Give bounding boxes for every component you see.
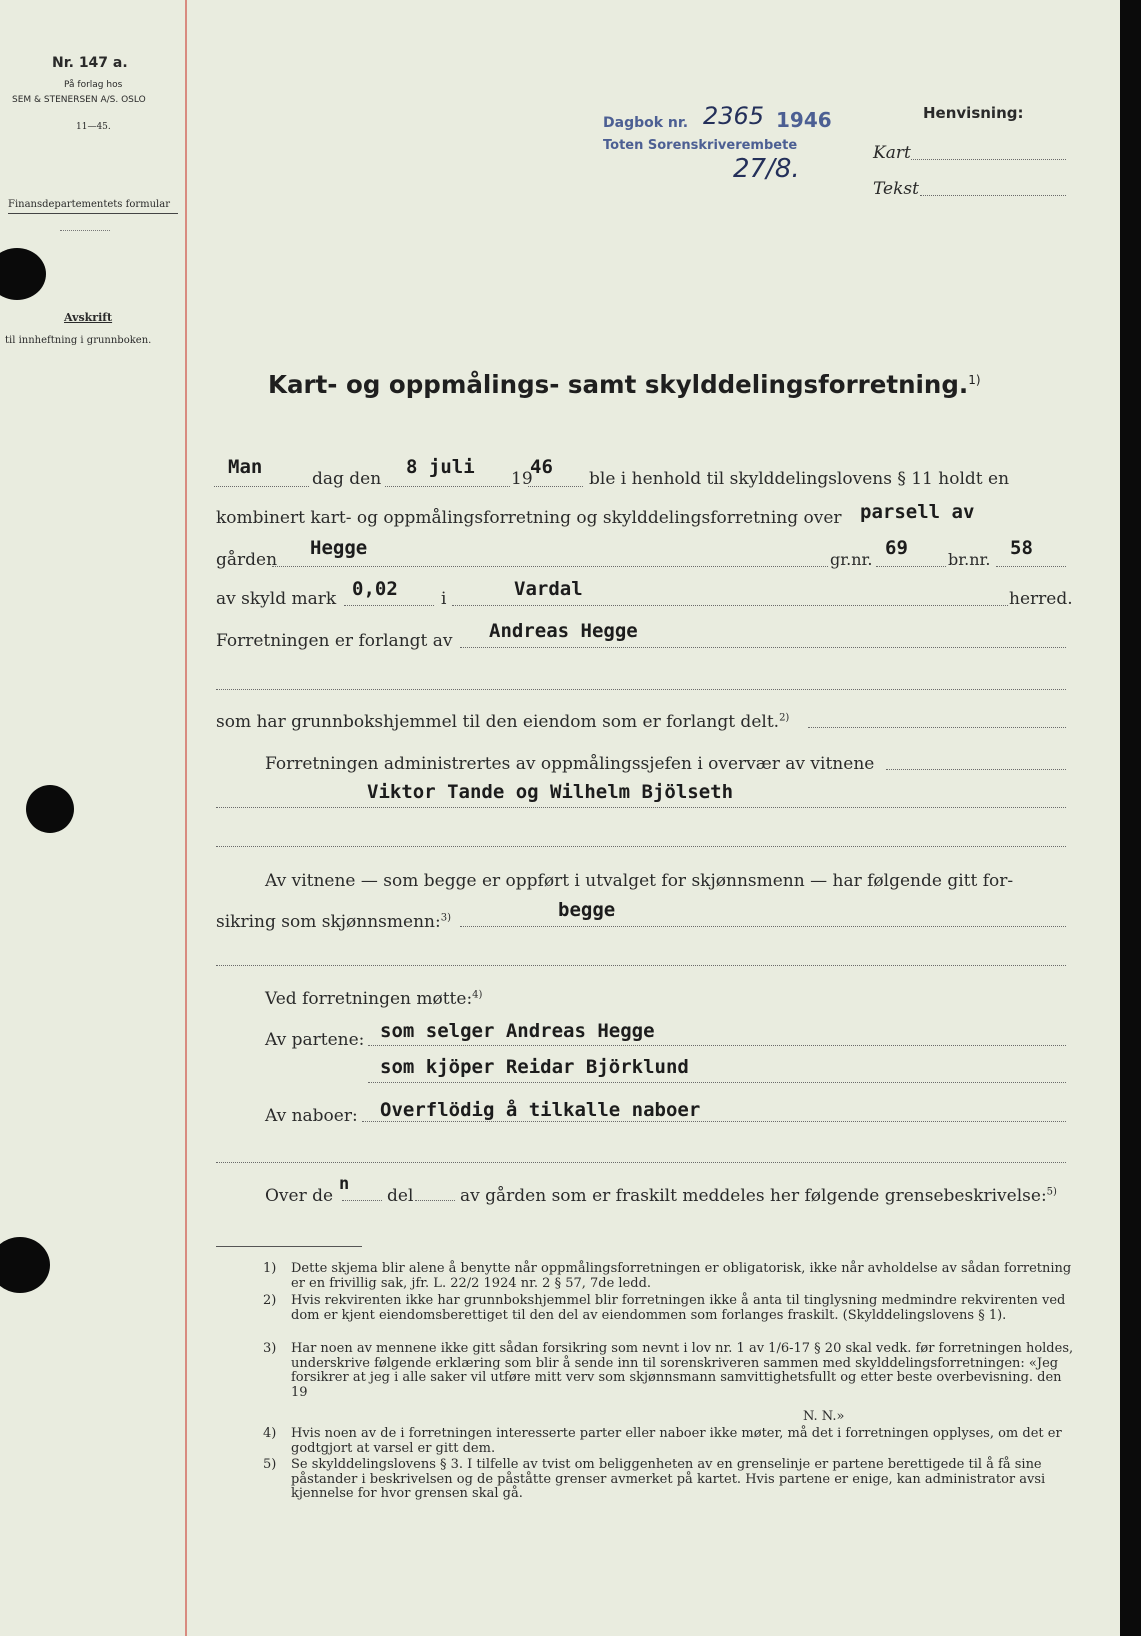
tekst-line [920, 195, 1066, 196]
assurance-note: 3) [440, 912, 451, 924]
footnote-signature: N. N.» [803, 1409, 845, 1424]
boundary-text: av gården som er fraskilt meddeles her følgende grensebeskrivelse: [460, 1186, 1047, 1206]
form-type-underline [8, 213, 178, 214]
admin-line [886, 769, 1066, 770]
journal-stamp-label: Dagbok nr. [603, 115, 689, 131]
herred-line [452, 605, 1008, 606]
boundary-note: 5) [1046, 1186, 1057, 1198]
skyld-line [344, 605, 434, 606]
brnr-line [996, 566, 1066, 567]
publisher-line-1: På forlag hos [64, 80, 123, 90]
party-2-line [368, 1082, 1066, 1083]
footnote-mark: 1) [263, 1261, 277, 1276]
form-edition: 11—45. [76, 122, 111, 132]
grunnbok-text: som har grunnbokshjemmel til den eiendom som er forlangt delt. [216, 712, 780, 732]
requested-line [460, 647, 1066, 648]
footnote-text: Se skylddelingslovens § 3. I tilfelle av tvist om beliggenheten av en grenselinje er partene berettigede til å få sine påstander i beskrivelsen og de påståtte grenser avmerket på kartet. Hvis partene er enige, kan administrator avsi kjennelse for hvor grensen skal gå. [291, 1457, 1046, 1501]
document-title [268, 370, 981, 399]
neighbors-value: Overflödig å tilkalle naboer [380, 1099, 701, 1121]
neighbors-line [362, 1121, 1066, 1122]
grunnbok-line [808, 727, 1066, 728]
assurance-text: sikring som skjønnsmenn: [216, 912, 441, 932]
blank-line [216, 689, 1066, 690]
requested-by-value: Andreas Hegge [489, 620, 638, 642]
margin-line [185, 0, 187, 1636]
grunnbok-label [216, 712, 789, 732]
parties-label: Av partene: [265, 1030, 365, 1050]
witnesses-line [216, 807, 1066, 808]
weekday-value: Man [228, 456, 263, 478]
over-de-line [342, 1200, 382, 1201]
year-prefix: 19 [511, 469, 533, 489]
copy-note: til innheftning i grunnboken. [5, 335, 152, 346]
dag-den-label: dag den [312, 469, 382, 489]
footnote-text: Har noen av mennene ikke gitt sådan forsikring som nevnt i lov nr. 1 av 1/6-17 § 20 skal vedk. før forretningen holdes, underskrive følgende erklæring som blir å sende inn til sorenskriveren sammen med skylddelingsforretningen: «Jeg forsikrer at jeg i alle saker vil utføre mitt verv som skjønnsmann samvittighetsfullt og etter beste overbevisning. den 19 [291, 1341, 1074, 1400]
punch-hole [0, 1237, 50, 1293]
boundary-label [460, 1186, 1057, 1206]
punch-hole [0, 248, 46, 300]
line2-text: kombinert kart- og oppmålingsforretning og skylddelingsforretning over [216, 508, 842, 528]
title-footnote-mark: 1) [968, 372, 981, 387]
date-value: 8 juli [406, 456, 475, 478]
garden-label: gården [216, 550, 278, 570]
assurance-line [460, 926, 1066, 927]
party-1-value: som selger Andreas Hegge [380, 1020, 655, 1042]
weekday-line [214, 486, 309, 487]
grnr-value: 69 [885, 537, 908, 559]
requested-label: Forretningen er forlangt av [216, 631, 453, 651]
herred-label: herred. [1009, 589, 1073, 609]
admin-label: Forretningen administrertes av oppmålingssjefen i overvær av vitnene [265, 754, 875, 774]
footnote-mark: 3) [263, 1341, 277, 1356]
grnr-line [876, 566, 946, 567]
reference-tekst-label: Tekst [873, 179, 919, 199]
intro-rest: ble i henhold til skylddelingslovens § 11 holdt en [589, 469, 1010, 489]
met-text: Ved forretningen møtte: [265, 989, 473, 1009]
footnote-text: Hvis rekvirenten ikke har grunnbokshjemmel blir forretningen ikke å anta til tinglysning medmindre rekvirenten ved dom er kjent eiendomsberettiget til den del av eiendommen som forlanges fraskilt. (Skylddelingslovens § 1). [291, 1293, 1066, 1323]
skyld-label: av skyld mark [216, 589, 337, 609]
del-line [415, 1200, 455, 1201]
party-1-line [368, 1045, 1066, 1046]
met-label [265, 989, 482, 1009]
margin-dots [60, 230, 110, 231]
met-note: 4) [472, 989, 483, 1001]
brnr-label: br.nr. [948, 550, 991, 569]
footnote-separator [216, 1246, 362, 1247]
year-value: 46 [530, 456, 553, 478]
reference-heading: Henvisning: [923, 104, 1024, 122]
skyld-value: 0,02 [352, 578, 398, 600]
over-what-value: parsell av [860, 501, 975, 523]
journal-year: 1946 [776, 108, 832, 132]
neighbors-blank-line [216, 1162, 1066, 1163]
del-label: del [387, 1186, 414, 1206]
assurance-blank-line [216, 965, 1066, 966]
copy-title: Avskrift [64, 311, 113, 324]
grunnbok-note: 2) [779, 712, 790, 724]
punch-hole [26, 785, 74, 833]
publisher-line-2: SEM & STENERSEN A/S. OSLO [12, 95, 146, 105]
party-2-value: som kjöper Reidar Björklund [380, 1056, 689, 1078]
document-title-text: Kart- og oppmålings- samt skylddelingsforretning. [268, 370, 969, 399]
year-line [528, 486, 583, 487]
farm-line [272, 566, 828, 567]
farm-value: Hegge [310, 537, 368, 559]
witnesses-value: Viktor Tande og Wilhelm Bjölseth [367, 781, 734, 803]
footnote-mark: 4) [263, 1426, 277, 1441]
over-de-n: n [339, 1174, 350, 1194]
assurance-label [216, 912, 451, 932]
witness-intro: Av vitnene — som begge er oppført i utvalget for skjønnsmenn — har følgende gitt for- [265, 871, 1014, 891]
date-line [385, 486, 510, 487]
journal-number: 2365 [703, 102, 765, 130]
stamp-date: 27/8. [733, 154, 800, 184]
assurance-value: begge [558, 899, 616, 921]
brnr-value: 58 [1010, 537, 1033, 559]
i-label: i [441, 589, 447, 609]
reference-kart-label: Kart [873, 143, 911, 163]
kart-line [911, 159, 1066, 160]
herred-value: Vardal [514, 578, 583, 600]
footnote-mark: 2) [263, 1293, 277, 1308]
footnote-text: Hvis noen av de i forretningen interesserte parter eller naboer ikke møter, må det i forretningen opplyses, om det er godtgjort at varsel er gitt dem. [291, 1426, 1062, 1456]
footnote-text: Dette skjema blir alene å benytte når oppmålingsforretningen er obligatorisk, ikke når avholdelse av sådan forretning er en frivillig sak, jfr. L. 22/2 1924 nr. 2 § 57, 7de ledd. [291, 1261, 1072, 1291]
footnote-mark: 5) [263, 1457, 277, 1472]
form-number: Nr. 147 a. [52, 55, 128, 71]
grnr-label: gr.nr. [830, 550, 873, 569]
form-type: Finansdepartementets formular [8, 199, 170, 210]
over-de-label: Over de [265, 1186, 334, 1206]
court-office: Toten Sorenskriverembete [603, 138, 798, 153]
witnesses-blank-line [216, 846, 1066, 847]
neighbors-label: Av naboer: [265, 1106, 358, 1126]
